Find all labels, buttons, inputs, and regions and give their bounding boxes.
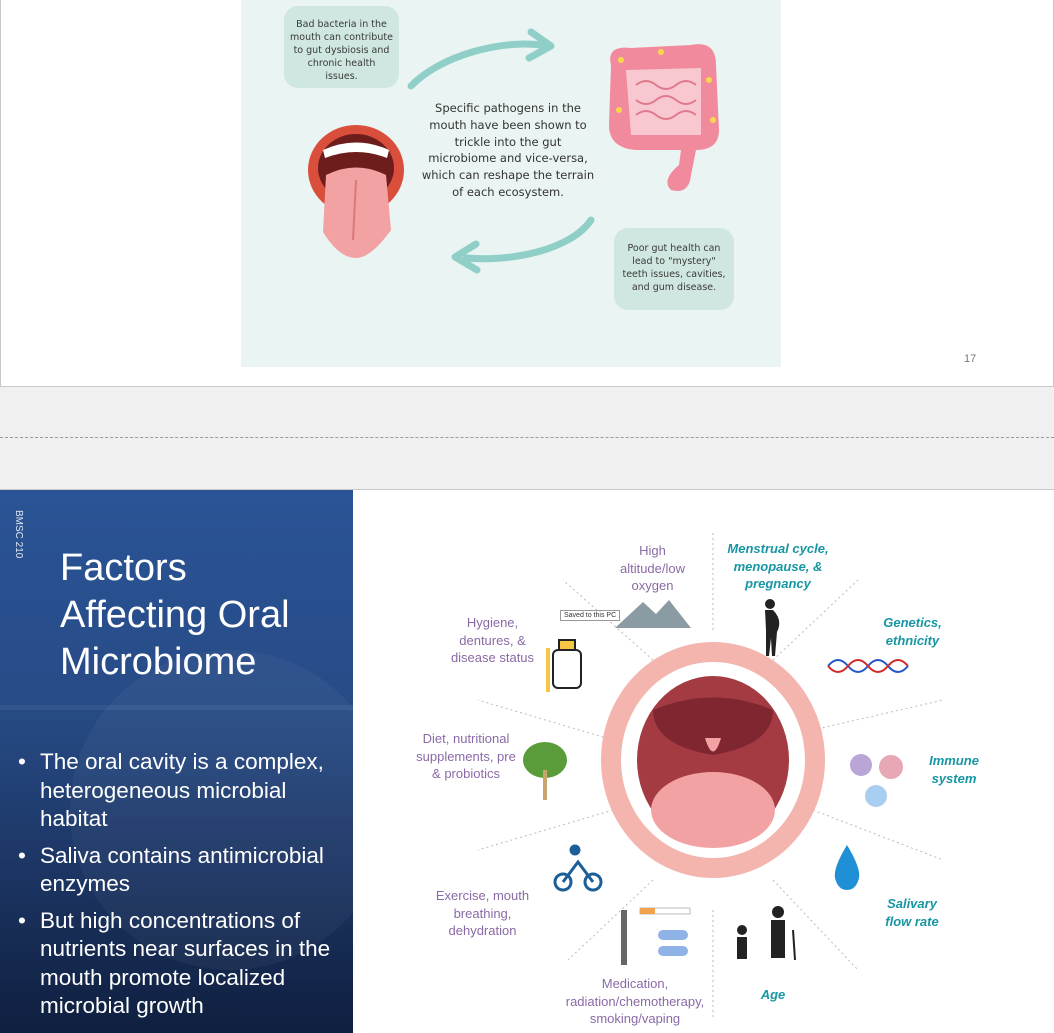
intestine-illustration: [609, 44, 719, 191]
factor-menstrual-cycle: Menstrual cycle, menopause, & pregnancy: [727, 541, 829, 591]
factor-diet: Diet, nutritional supplements, pre & probiotics: [416, 731, 516, 781]
factor-exercise: Exercise, mouth breathing, dehydration: [435, 888, 530, 938]
title-panel: [0, 490, 353, 1033]
bullet-item: [18, 907, 343, 1021]
mouth-illustration: [601, 642, 825, 878]
bubble-bad-bacteria-text: Bad bacteria in the mouth can contribute to gut dysbiosis and chronic health issues.: [290, 19, 393, 82]
course-code: BMSC 210: [13, 510, 24, 559]
factor-genetics: Genetics, ethnicity: [883, 615, 942, 648]
mouth-tongue-illustration: [308, 125, 404, 258]
bubble-poor-gut-health-text: Poor gut health can lead to "mystery" teeth issues, cavities, and gum disease.: [622, 243, 726, 293]
factor-immune-system: Immune system: [929, 753, 979, 786]
factor-altitude: High altitude/low oxygen: [619, 543, 686, 593]
slide-17[interactable]: [0, 0, 1054, 387]
factor-hygiene: Hygiene, dentures, & disease status: [450, 615, 535, 665]
bullet-text: The oral cavity is a complex, heterogeneous microbial habitat: [40, 749, 324, 831]
bullet-list: [18, 748, 343, 1029]
vegetable-icon: [523, 742, 567, 800]
oral-gut-infographic: [241, 0, 781, 367]
water-drop-icon: [835, 845, 860, 890]
mountains-icon: [615, 600, 691, 628]
age-people-icon: [737, 906, 795, 960]
factor-age: Age: [760, 987, 786, 1002]
bullet-dot: •: [18, 907, 26, 933]
vape-icon: [621, 910, 627, 965]
saved-tooltip: Saved to this PC: [560, 610, 620, 621]
toothpaste-icon: [546, 640, 581, 692]
slide-title: Factors Affecting Oral Microbiome: [60, 547, 290, 683]
pregnant-woman-icon: [765, 599, 779, 656]
slide-number: 17: [964, 353, 977, 365]
factor-medication: Medication, radiation/chemotherapy, smoking/vaping: [565, 976, 705, 1026]
slide-18[interactable]: [0, 489, 1054, 1033]
bullet-dot: •: [18, 749, 26, 774]
pills-icon: [658, 930, 688, 956]
cigarette-icon: [640, 908, 690, 914]
bullet-item: [18, 748, 343, 834]
dna-icon: [828, 660, 908, 672]
exercise-bike-icon: [555, 846, 601, 890]
bullet-dot: •: [18, 842, 26, 868]
bullet-text: Saliva contains antimicrobial enzymes: [40, 842, 324, 896]
bullet-item: [18, 842, 343, 899]
factor-salivary-flow: Salivary flow rate: [885, 896, 939, 929]
bullet-text: But high concentrations of nutrients near surfaces in the mouth promote localized microbial growth: [40, 907, 331, 1018]
bubble-poor-gut-health: [614, 228, 734, 310]
slide-separator: [0, 437, 1054, 438]
center-description: Specific pathogens in the mouth have been shown to trickle into the gut microbiome and vice-versa, which can reshape the terrain of each ecosystem.: [421, 101, 595, 199]
immune-cells-icon: [850, 754, 903, 807]
